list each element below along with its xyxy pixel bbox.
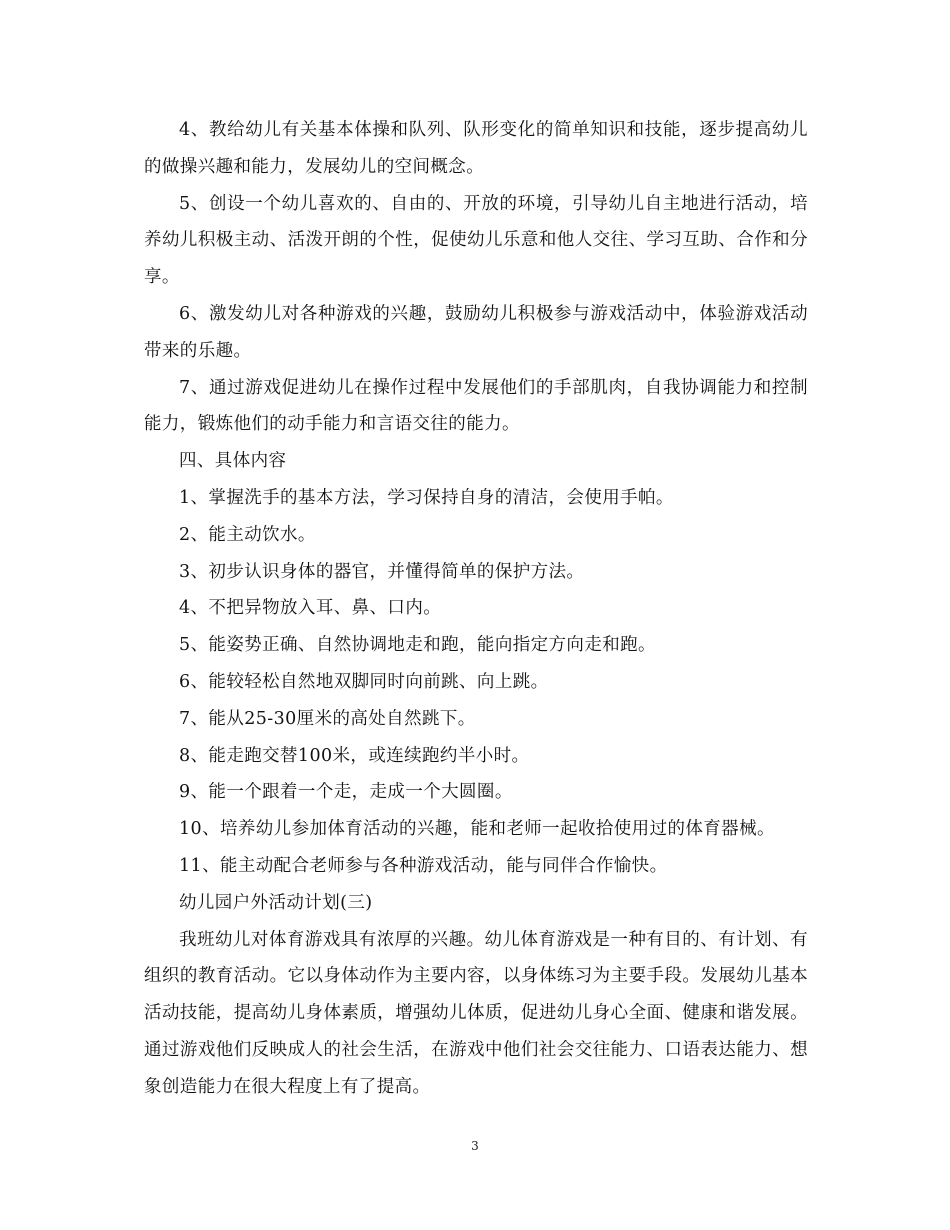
content-item-2: 2、能主动饮水。: [179, 524, 316, 545]
page-number: 3: [471, 1139, 479, 1153]
content-item-7: 7、能从25-30厘米的高处自然跳下。: [179, 708, 476, 729]
document-body: [144, 112, 808, 1106]
content-item-11: 11、能主动配合老师参与各种游戏活动，能与同伴合作愉快。: [179, 855, 668, 876]
paragraph-item-6: 6、激发幼儿对各种游戏的兴趣，鼓励幼儿积极参与游戏活动中，体验游戏活动带来的乐趣。: [144, 303, 808, 361]
content-item-9: 9、能一个跟着一个走，走成一个大圆圈。: [179, 782, 513, 803]
content-item-6: 6、能较轻松自然地双脚同时向前跳、向上跳。: [179, 671, 549, 692]
paragraph-item-7: 7、通过游戏促进幼儿在操作过程中发展他们的手部肌肉，自我协调能力和控制能力，锻炼他们的动手能力和言语交往的能力。: [144, 377, 808, 435]
paragraph-item-4: 4、教给幼儿有关基本体操和队列、队形变化的简单知识和技能，逐步提高幼儿的做操兴趣和能力，发展幼儿的空间概念。: [144, 120, 808, 177]
paragraph-item-5: 5、创设一个幼儿喜欢的、自由的、开放的环境，引导幼儿自主地进行活动，培养幼儿积极主动、活泼开朗的个性，促使幼儿乐意和他人交往、学习互助、合作和分享。: [144, 193, 808, 288]
content-item-1: 1、掌握洗手的基本方法，学习保持自身的清洁，会使用手帕。: [179, 487, 674, 508]
content-item-5: 5、能姿势正确、自然协调地走和跑，能向指定方向走和跑。: [179, 635, 656, 656]
plan-title: 幼儿园户外活动计划(三): [179, 892, 373, 913]
content-item-3: 3、初步认识身体的器官，并懂得简单的保护方法。: [179, 561, 585, 582]
content-item-4: 4、不把异物放入耳、鼻、口内。: [179, 598, 442, 619]
section-heading-content: 四、具体内容: [179, 451, 287, 472]
content-item-10: 10、培养幼儿参加体育活动的兴趣，能和老师一起收拾使用过的体育器械。: [179, 819, 775, 840]
intro-paragraph: 我班幼儿对体育游戏具有浓厚的兴趣。幼儿体育游戏是一种有目的、有计划、有组织的教育活动。它以身体动作为主要内容，以身体练习为主要手段。发展幼儿基本活动技能，提高幼儿身体素质，增强幼儿体质，促进幼儿身心全面、健康和谐发展。通过游戏他们反映成人的社会生活，在游戏中他们社会交往能力、口语表达能力、想象创造能力在很大程度上有了提高。: [144, 929, 808, 1097]
content-item-8: 8、能走跑交替100米，或连续跑约半小时。: [179, 745, 530, 766]
